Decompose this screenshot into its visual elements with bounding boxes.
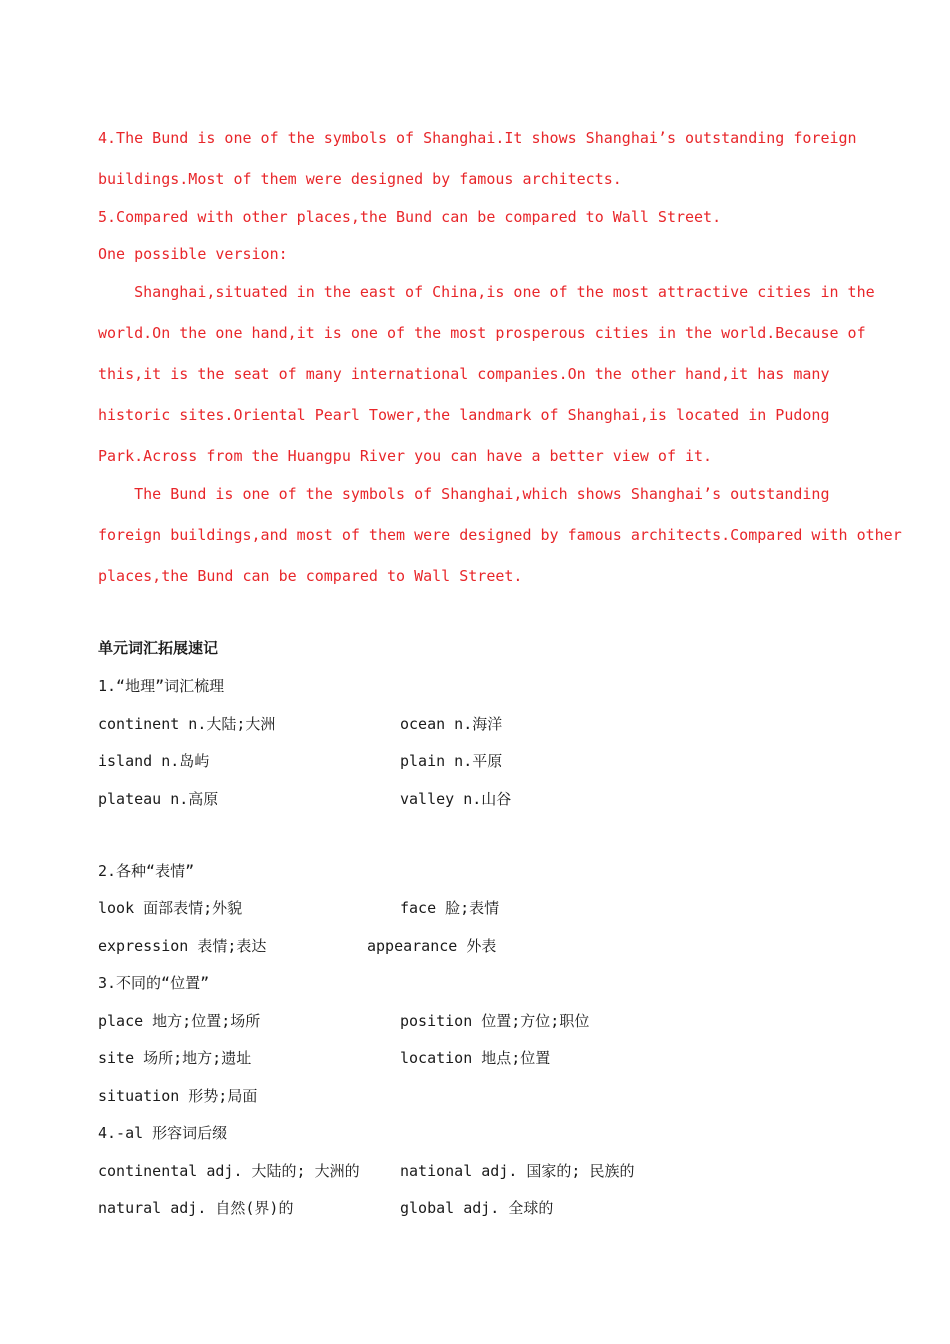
- vocab-s3-row3-left: situation 形势;局面: [98, 1087, 258, 1105]
- essay-para1-line-2: world.On the one hand,it is one of the most prosperous cities in the world.Because of: [98, 324, 866, 342]
- vocab-s3-row2-right: location 地点;位置: [400, 1049, 551, 1067]
- vocab-s2-row2-left: expression 表情;表达: [98, 937, 267, 955]
- vocab-section-title: 单元词汇拓展速记: [98, 639, 219, 657]
- vocab-s3-row1-left: place 地方;位置;场所: [98, 1012, 261, 1030]
- vocab-s3-heading: 3.不同的“位置”: [98, 974, 210, 992]
- vocab-s1-row3-right: valley n.山谷: [400, 790, 512, 808]
- essay-para2-line-1: The Bund is one of the symbols of Shanghai,which shows Shanghai’s outstanding: [98, 485, 830, 503]
- vocab-s1-row1-left: continent n.大陆;大洲: [98, 715, 276, 733]
- vocab-s4-row2-right: global adj. 全球的: [400, 1199, 554, 1217]
- vocab-s1-heading: 1.“地理”词汇梳理: [98, 677, 225, 695]
- vocab-s1-row2-left: island n.岛屿: [98, 752, 210, 770]
- vocab-s2-row1-left: look 面部表情;外貌: [98, 899, 243, 917]
- essay-para1-line-3: this,it is the seat of many international companies.On the other hand,it has many: [98, 365, 830, 383]
- essay-para1-line-4: historic sites.Oriental Pearl Tower,the landmark of Shanghai,is located in Pudong: [98, 406, 830, 424]
- vocab-s4-row1-right: national adj. 国家的; 民族的: [400, 1162, 635, 1180]
- vocab-s3-row1-right: position 位置;方位;职位: [400, 1012, 590, 1030]
- vocab-s4-heading: 4.-al 形容词后缀: [98, 1124, 228, 1142]
- answer-item-5: 5.Compared with other places,the Bund can be compared to Wall Street.: [98, 208, 722, 226]
- essay-para2-line-3: places,the Bund can be compared to Wall Street.: [98, 567, 523, 585]
- answer-item-4-line-2: buildings.Most of them were designed by famous architects.: [98, 170, 622, 188]
- vocab-s2-row2-right: appearance 外表: [367, 937, 497, 955]
- vocab-s2-row1-right: face 脸;表情: [400, 899, 500, 917]
- vocab-s4-row1-left: continental adj. 大陆的; 大洲的: [98, 1162, 360, 1180]
- vocab-s1-row1-right: ocean n.海洋: [400, 715, 503, 733]
- essay-para1-line-5: Park.Across from the Huangpu River you can have a better view of it.: [98, 447, 713, 465]
- answer-item-4-line-1: 4.The Bund is one of the symbols of Shanghai.It shows Shanghai’s outstanding foreign: [98, 129, 857, 147]
- vocab-s1-row3-left: plateau n.高原: [98, 790, 219, 808]
- vocab-s1-row2-right: plain n.平原: [400, 752, 503, 770]
- vocab-s4-row2-left: natural adj. 自然(界)的: [98, 1199, 294, 1217]
- essay-para1-line-1: Shanghai,situated in the east of China,is one of the most attractive cities in the: [98, 283, 875, 301]
- vocab-s3-row2-left: site 场所;地方;遗址: [98, 1049, 252, 1067]
- essay-para2-line-2: foreign buildings,and most of them were designed by famous architects.Compared with other: [98, 526, 902, 544]
- version-label: One possible version:: [98, 245, 288, 263]
- vocab-s2-heading: 2.各种“表情”: [98, 862, 195, 880]
